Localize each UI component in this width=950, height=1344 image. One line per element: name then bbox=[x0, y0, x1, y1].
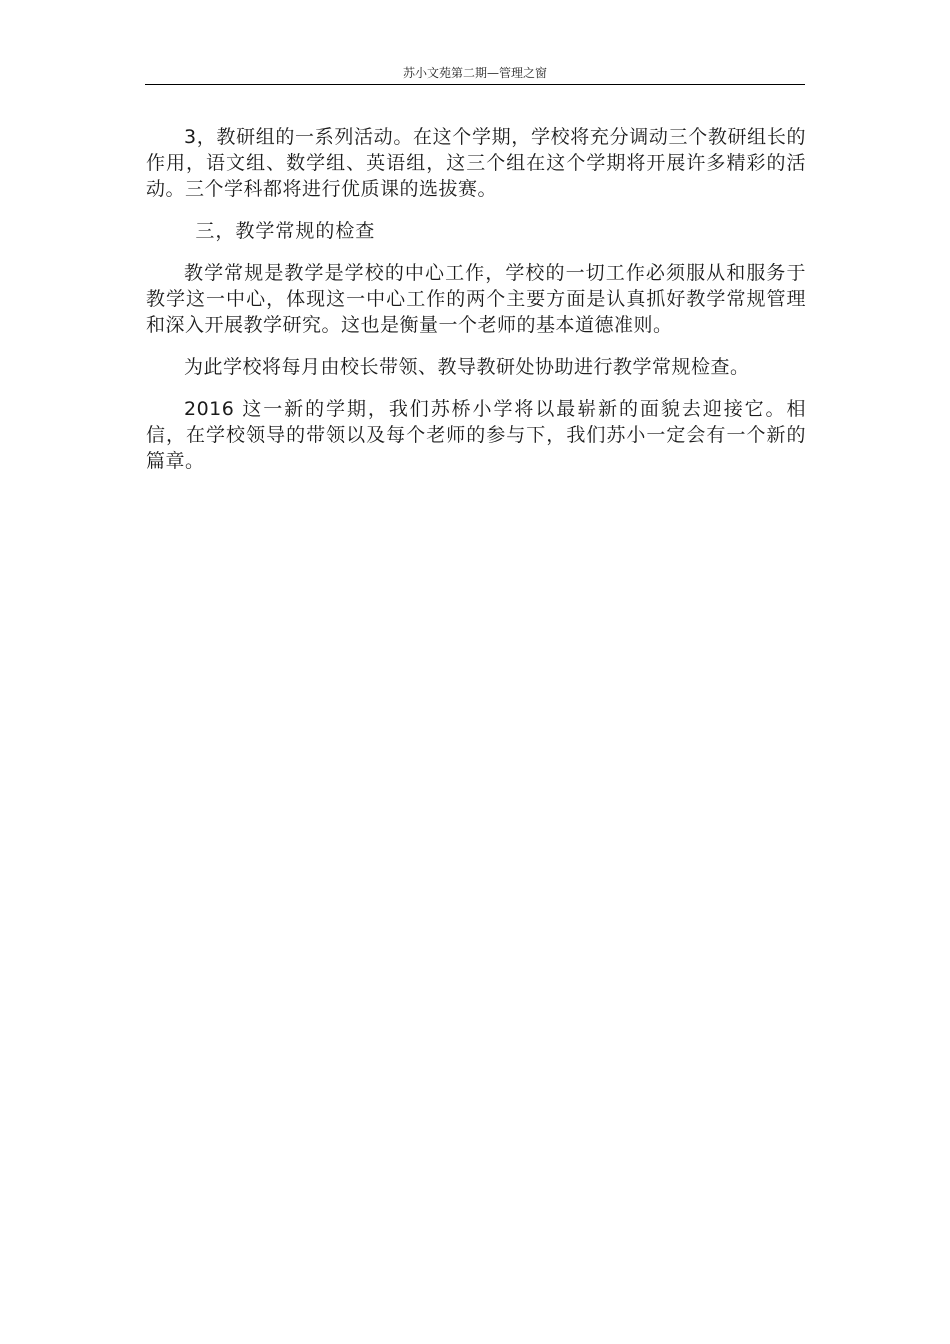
document-body bbox=[146, 124, 806, 490]
paragraph-teaching-research-activities: 3，教研组的一系列活动。在这个学期，学校将充分调动三个教研组长的作用，语文组、数学组、英语组，这三个组在这个学期将开展许多精彩的活动。三个学科都将进行优质课的选拔赛。 bbox=[146, 126, 806, 200]
paragraph-monthly-inspection: 为此学校将每月由校长带领、教导教研处协助进行教学常规检查。 bbox=[184, 356, 750, 378]
section-heading-routine-inspection: 三，教学常规的检查 bbox=[195, 220, 376, 242]
page-header: 苏小文苑第二期—管理之窗 bbox=[145, 64, 805, 85]
paragraph-new-semester: 2016 这一新的学期，我们苏桥小学将以最崭新的面貌去迎接它。相信，在学校领导的带领以及每个老师的参与下，我们苏小一定会有一个新的篇章。 bbox=[146, 398, 806, 472]
paragraph-teaching-routine: 教学常规是教学是学校的中心工作，学校的一切工作必须服从和服务于教学这一中心，体现这一中心工作的两个主要方面是认真抓好教学常规管理和深入开展教学研究。这也是衡量一个老师的基本道德准则。 bbox=[146, 262, 806, 336]
